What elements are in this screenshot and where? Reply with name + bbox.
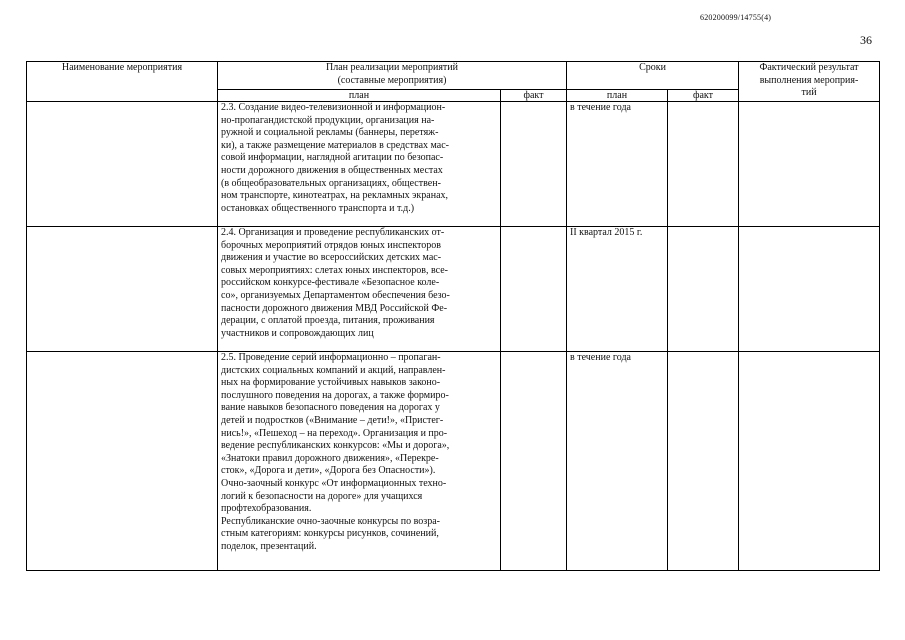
plan-line: логий к безопасности на дороге» для учащихся xyxy=(221,490,423,502)
header-result-line1: Фактический результат xyxy=(759,62,859,73)
plan-line: ном транспорте, кинотеатрах, на рекламных экранах, xyxy=(221,190,449,202)
plan-line: участников и сопровождающих лиц xyxy=(221,327,374,339)
page-number: 36 xyxy=(860,33,872,47)
plan-line: нись!», «Пешеход – на переход». Организация и про- xyxy=(221,427,448,439)
plan-line: совой информации, наглядной агитации по безопас- xyxy=(221,152,444,164)
header-plan-line2: (составные мероприятия) xyxy=(337,74,447,86)
subheader-plan-plan: план xyxy=(218,90,501,102)
cell-deadline-plan: в течение года xyxy=(567,102,668,227)
plan-line: 2.4. Организация и проведение республиканских от- xyxy=(221,227,445,238)
plan-line: ки), а также размещение материалов в средствах мас- xyxy=(221,139,449,151)
plan-line: сток», «Дорога и дети», «Дорога без Опасности»). xyxy=(221,465,436,477)
plan-line: поделок, презентаций. xyxy=(221,540,317,552)
plan-line: пасности дорожного движения МВД Российской Фе- xyxy=(221,302,448,314)
cell-deadline-fact xyxy=(668,102,739,227)
plan-line: но-пропагандистской продукции, организация на- xyxy=(221,114,435,126)
cell-result xyxy=(739,227,880,352)
cell-deadline-fact xyxy=(668,352,739,571)
plan-line: 2.3. Создание видео-телевизионной и информацион- xyxy=(221,102,446,113)
subheader-deadline-fact: факт xyxy=(668,90,739,102)
plan-line: Очно-заочный конкурс «От информационных техно- xyxy=(221,477,447,489)
document-id: 620200099/14755(4) xyxy=(700,13,772,22)
plan-line: «Знатоки правил дорожного движения», «Перекре- xyxy=(221,452,439,464)
plan-line: дерации, с оплатой проезда, питания, проживания xyxy=(221,315,435,327)
subheader-plan-fact: факт xyxy=(501,90,567,102)
plan-line: ных на формирование устойчивых навыков законо- xyxy=(221,377,441,389)
plan-line: ности дорожного движения в общественных местах xyxy=(221,164,443,176)
cell-plan-fact xyxy=(501,102,567,227)
header-deadlines: Сроки xyxy=(567,62,739,90)
plan-line: ведение республиканских конкурсов: «Мы и дорога», xyxy=(221,440,450,452)
plan-line: 2.5. Проведение серий информационно – пропаган- xyxy=(221,352,441,363)
plan-line: ружной и социальной рекламы (баннеры, перетяж- xyxy=(221,127,439,139)
header-result xyxy=(739,62,880,102)
cell-result xyxy=(739,102,880,227)
cell-deadline-plan: II квартал 2015 г. xyxy=(567,227,668,352)
plan-line: дистских социальных компаний и акций, направлен- xyxy=(221,364,446,376)
plan-line: совых мероприятиях: слетах юных инспекторов, все- xyxy=(221,264,448,276)
header-plan-line1: План реализации мероприятий xyxy=(325,62,459,73)
plan-line: детей и подростков («Внимание – дети!», «Пристег- xyxy=(221,414,444,426)
plan-line: борочных мероприятий отрядов юных инспекторов xyxy=(221,239,441,251)
cell-deadline-plan: в течение года xyxy=(567,352,668,571)
table-row xyxy=(27,102,880,227)
table-row xyxy=(27,227,880,352)
plan-line: российском конкурсе-фестивале «Безопасное коле- xyxy=(221,277,440,289)
plan-line: движения и участие во всероссийских детских мас- xyxy=(221,252,442,264)
cell-event-name xyxy=(27,102,218,227)
cell-plan-fact xyxy=(501,352,567,571)
cell-plan xyxy=(218,352,501,571)
plan-line: со», организуемых Департаментом обеспечения безо- xyxy=(221,289,450,301)
plan-line: остановках общественного транспорта и т.д.) xyxy=(221,202,415,214)
header-result-line2: выполнения мероприя- xyxy=(759,74,859,86)
subheader-deadline-plan: план xyxy=(567,90,668,102)
plan-line: вание навыков безопасного поведения на дорогах у xyxy=(221,402,440,414)
plan-line: послушного поведения на дорогах, а также формиро- xyxy=(221,389,449,401)
plan-line: профтехобразования. xyxy=(221,503,312,515)
cell-plan-fact xyxy=(501,227,567,352)
cell-plan xyxy=(218,227,501,352)
cell-event-name xyxy=(27,227,218,352)
events-table xyxy=(26,61,880,571)
plan-line: стным категориям: конкурсы рисунков, сочинений, xyxy=(221,528,439,540)
plan-line: Республиканские очно-заочные конкурсы по возра- xyxy=(221,515,440,527)
cell-event-name xyxy=(27,352,218,571)
header-result-line3: тий xyxy=(801,87,817,99)
cell-plan xyxy=(218,102,501,227)
cell-deadline-fact xyxy=(668,227,739,352)
header-event-name: Наименование мероприятия xyxy=(27,62,218,102)
header-plan xyxy=(218,62,567,90)
plan-line: (в общеобразовательных организациях, обществен- xyxy=(221,177,441,189)
cell-result xyxy=(739,352,880,571)
table-row xyxy=(27,352,880,571)
